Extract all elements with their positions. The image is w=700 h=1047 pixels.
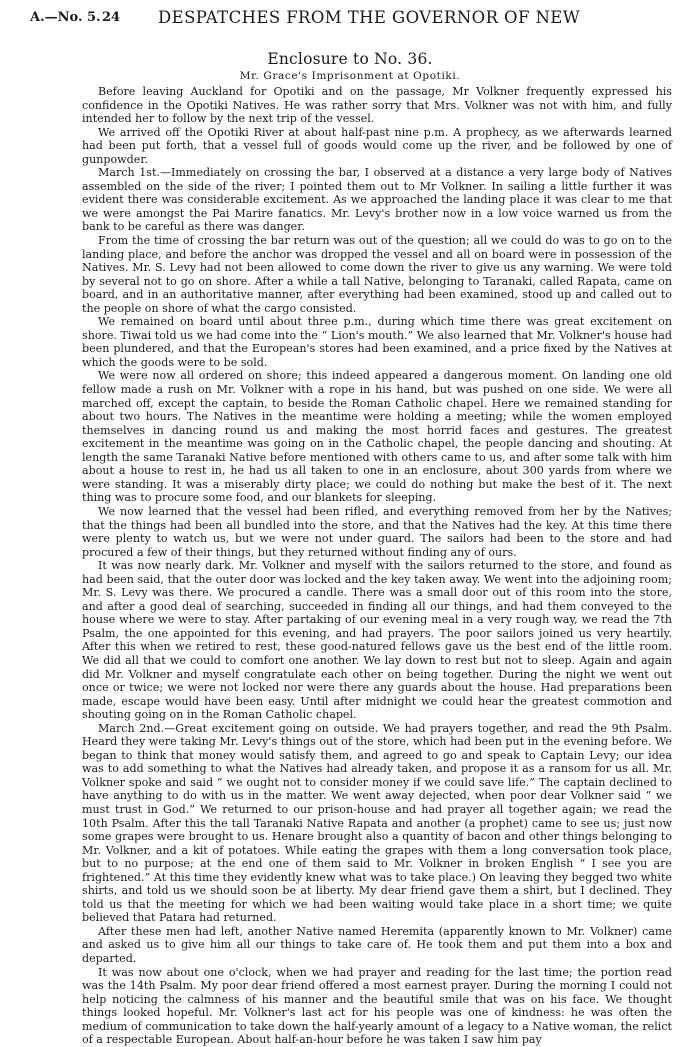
page-header xyxy=(30,8,672,30)
page-number: 24 xyxy=(102,10,121,25)
paragraph: From the time of crossing the bar return was out of the question; all we could do was to go on to the landing place, and before the anchor was dropped the vessel and all on board were in possession of the Natives. Mr. S. Levy had not been allowed to come down the river to give us any warning. We were told by several not to go on shore. After a while a tall Native, belonging to Taranaki, called Rapata, came on board, and in an authoritative manner, after everything had been examined, stood up and called out to the people on shore of what the cargo consisted. xyxy=(82,234,672,315)
document-reference: A.—No. 5. xyxy=(30,10,101,25)
document-body xyxy=(82,85,672,1047)
enclosure-subtitle: Mr. Grace's Imprisonment at Opotiki. xyxy=(239,70,461,82)
paragraph: Before leaving Auckland for Opotiki and on the passage, Mr Volkner frequently expressed his confidence in the Opotiki Natives. He was rather sorry that Mrs. Volkner was not with him, and fully intended her to follow by the next trip of the vessel. xyxy=(82,85,672,126)
paragraph: We were now all ordered on shore; this indeed appeared a dangerous moment. On landing one old fellow made a rush on Mr. Volkner with a rope in his hand, but was pushed on one side. We were all marched off, except the captain, to beside the Roman Catholic chapel. Here we remained standing for about two hours. The Natives in the meantime were holding a meeting; while the women employed themselves in dancing round us and making the most horrid faces and gestures. The greatest excitement in the meantime was going on in the Catholic chapel, the people dancing and shouting. At length the same Taranaki Native before mentioned with others came to us, and after some talk with him about a house to rest in, he had us all taken to one in an enclosure, about 300 yards from where we were standing. It was a miserably dirty place; we could do nothing but make the best of it. The next thing was to procure some food, and our blankets for sleeping. xyxy=(82,369,672,505)
paragraph: We now learned that the vessel had been rifled, and everything removed from her by the Natives; that the things had been all bundled into the store, and that the Natives had the key. At this time there were plenty to watch us, but we were not under guard. The sailors had been to the store and had procured a few of their things, but they returned without finding any of ours. xyxy=(82,504,672,559)
paragraph: March 1st.—Immediately on crossing the bar, I observed at a distance a very large body of Natives assembled on the side of the river; I pointed them out to Mr Volkner. In sailing a little further it was evident there was considerable excitement. As we approached the landing place it was clear to me that we were amongst the Pai Marire fanatics. Mr. Levy's brother now in a low voice warned us from the bank to be careful as there was danger. xyxy=(82,166,672,234)
paragraph: It was now about one o'clock, when we had prayer and reading for the last time; the portion read was the 14th Psalm. My poor dear friend offered a most earnest prayer. During the morning I could not help noticing the calmness of his manner and the beautiful smile that was on his face. We thought things looked hopeful. Mr. Volkner's last act for his people was one of kindness: he was often the medium of communication to take down the half-yearly amount of a legacy to a Native woman, the relict of a respectable European. About half-an-hour before he was taken I saw him pay xyxy=(82,965,672,1047)
running-title: DESPATCHES FROM THE GOVERNOR OF NEW xyxy=(158,8,581,27)
paragraph: We remained on board until about three p.m., during which time there was great excitement on shore. Tiwai told us we had come into the “ Lion's mouth.” We also learned that Mr. Volkner's house had been plundered, and that the European's stores had been examined, and a price fixed by the Natives at which the goods were to be sold. xyxy=(82,315,672,369)
paragraph: We arrived off the Opotiki River at about half-past nine p.m. A prophecy, as we afterwards learned had been put forth, that a vessel full of goods would come up the river, and be followed by one of gunpowder. xyxy=(82,125,672,166)
paragraph: After these men had left, another Native named Heremita (apparently known to Mr. Volkner) came and asked us to give him all our things to take care of. He took them and put them into a box and departed. xyxy=(82,924,672,965)
paragraph: March 2nd.—Great excitement going on outside. We had prayers together, and read the 9th Psalm. Heard they were taking Mr. Levy's things out of the store, which had been put in the evening before. We began to think that money would satisfy them, and agreed to go and speak to Captain Levy; our idea was to add something to what the Natives had already taken, and propose it as a ransom for us all. Mr. Volkner spoke and said “ we ought not to consider money if we could save life.” The captain declined to have anything to do with us in the matter. We went away dejected, when poor dear Volkner said “ we must trust in God.” We returned to our prison-house and had prayer all together again; we read the 10th Psalm. After this the tall Taranaki Native Rapata and another (a prophet) came to see us; just now some grapes were brought to us. Henare brought also a quantity of bacon and other things belonging to Mr. Volkner, and a kit of potatoes. While eating the grapes with them a long conversation took place, but to no purpose; at the end one of them said to Mr. Volkner in broken English “ I see you are frightened.” At this time they evidently knew what was to take place.) On leaving they begged two white shirts, and told us we should soon be at liberty. My dear friend gave them a shirt, but I declined. They told us that the meeting for which we had been waiting would take place in a short time; we quite believed that Patara had returned. xyxy=(82,721,672,925)
paragraph: It was now nearly dark. Mr. Volkner and myself with the sailors returned to the store, and found as had been said, that the outer door was locked and the key taken away. We went into the adjoining room; Mr. S. Levy was there. We procured a candle. There was a small door out of this room into the store, and after a good deal of searching, succeeded in finding all our things, and had them conveyed to the house where we were to stay. After partaking of our evening meal in a very rough way, we read the 7th Psalm, the one appointed for this evening, and had prayers. The poor sailors joined us very heartily. After this when we retired to rest, these good-natured fellows gave us the best end of the little room. We did all that we could to comfort one another. We lay down to rest but not to sleep. Again and again did Mr. Volkner and myself congratulate each other on being together. During the night we went out once or twice; we were not locked nor were there any guards about the house. Had preparations been made, escape would have been easy. Until after midnight we could hear the greatest commotion and shouting going on in the Roman Catholic chapel. xyxy=(82,559,672,722)
enclosure-title: Enclosure to No. 36. xyxy=(267,50,433,68)
